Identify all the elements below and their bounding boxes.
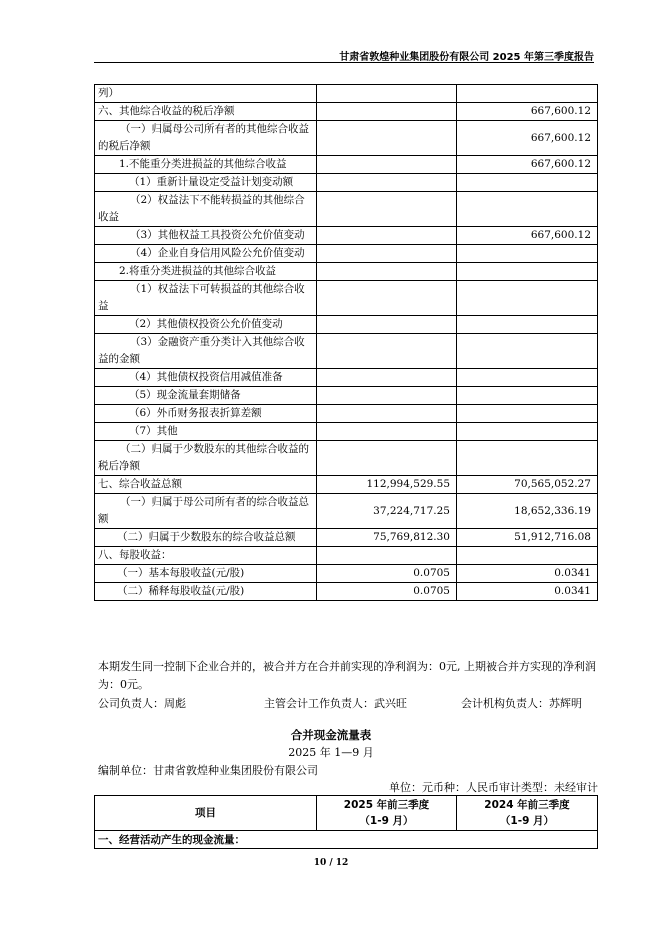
row-label: （一）归属于母公司所有者的综合收益总额 (95, 494, 317, 529)
header-item: 项目 (95, 796, 317, 831)
row-prior-value (457, 316, 598, 334)
row-label: 2.将重分类进损益的其他综合收益 (95, 263, 317, 281)
merger-note: 本期发生同一控制下企业合并的，被合并方在合并前实现的净利润为：0元, 上期被合并方实现的净利润为：0元。 (98, 660, 596, 691)
row-prior-value (457, 263, 598, 281)
row-prior-value: 70,565,052.27 (457, 476, 598, 494)
table-row (95, 565, 598, 583)
row-prior-value: 0.0341 (457, 583, 598, 601)
row-label: （3）其他权益工具投资公允价值变动 (95, 227, 317, 245)
row-label: （2）其他债权投资公允价值变动 (95, 316, 317, 334)
row-label: （二）归属于少数股东的其他综合收益的税后净额 (95, 441, 317, 476)
row-label: 1.不能重分类进损益的其他综合收益 (95, 156, 317, 174)
row-current-value: 112,994,529.55 (317, 476, 457, 494)
cashflow-section-row (95, 831, 598, 849)
row-label: （二）归属于少数股东的综合收益总额 (95, 529, 317, 547)
header-prior-line2: （1-9 月） (499, 815, 555, 827)
table-row (95, 85, 598, 103)
row-prior-value (457, 85, 598, 103)
table-row (95, 529, 598, 547)
row-label: （1）权益法下可转损益的其他综合收益 (95, 281, 317, 316)
row-current-value (317, 192, 457, 227)
row-prior-value (457, 387, 598, 405)
table-row (95, 245, 598, 263)
table-row (95, 547, 598, 565)
row-current-value (317, 174, 457, 192)
table-row (95, 174, 598, 192)
table-row (95, 227, 598, 245)
header-prior-line1: 2024 年前三季度 (484, 799, 570, 811)
row-label: （一）归属母公司所有者的其他综合收益的税后净额 (95, 121, 317, 156)
table-row (95, 192, 598, 227)
row-current-value (317, 441, 457, 476)
accounting-head: 主管会计工作负责人：武兴旺 (264, 697, 407, 710)
row-prior-value: 667,600.12 (457, 156, 598, 174)
row-prior-value (457, 174, 598, 192)
table-row (95, 316, 598, 334)
page-header: 甘肃省敦煌种业集团股份有限公司 2025 年第三季度报告 (339, 52, 594, 63)
row-label: （一）基本每股收益(元/股) (95, 565, 317, 583)
row-current-value (317, 121, 457, 156)
table-row (95, 405, 598, 423)
header-rule (94, 62, 594, 63)
row-prior-value (457, 245, 598, 263)
table-row (95, 334, 598, 369)
row-label: 六、其他综合收益的税后净额 (95, 103, 317, 121)
row-current-value (317, 405, 457, 423)
table-row (95, 387, 598, 405)
company-head: 公司负责人：周彪 (98, 697, 186, 710)
row-prior-value (457, 423, 598, 441)
row-prior-value: 667,600.12 (457, 103, 598, 121)
row-current-value (317, 316, 457, 334)
row-label: （7）其他 (95, 423, 317, 441)
cashflow-title: 合并现金流量表 (290, 728, 372, 742)
row-current-value (317, 245, 457, 263)
table-row (95, 369, 598, 387)
table-row (95, 156, 598, 174)
cashflow-table (94, 795, 598, 849)
income-statement-table (94, 84, 598, 601)
row-label: （4）其他债权投资信用减值准备 (95, 369, 317, 387)
table-row (95, 476, 598, 494)
row-current-value: 0.0705 (317, 565, 457, 583)
row-prior-value: 18,652,336.19 (457, 494, 598, 529)
row-prior-value: 0.0341 (457, 565, 598, 583)
row-current-value (317, 369, 457, 387)
row-current-value: 37,224,717.25 (317, 494, 457, 529)
table-row (95, 121, 598, 156)
row-label: （5）现金流量套期储备 (95, 387, 317, 405)
table-row (95, 441, 598, 476)
row-label: （2）权益法下不能转损益的其他综合收益 (95, 192, 317, 227)
accounting-org-head: 会计机构负责人：苏辉明 (461, 697, 582, 710)
row-label: （3）金融资产重分类计入其他综合收益的金额 (95, 334, 317, 369)
row-current-value (317, 281, 457, 316)
table-row (95, 423, 598, 441)
page-number: 10 / 12 (313, 858, 349, 868)
row-current-value (317, 103, 457, 121)
row-current-value (317, 334, 457, 369)
row-prior-value (457, 334, 598, 369)
row-label: （二）稀释每股收益(元/股) (95, 583, 317, 601)
cashflow-period: 2025 年 1—9 月 (288, 746, 374, 759)
header-prior (457, 796, 598, 831)
row-prior-value (457, 369, 598, 387)
row-label: （6）外币财务报表折算差额 (95, 405, 317, 423)
row-prior-value: 667,600.12 (457, 121, 598, 156)
row-prior-value (457, 547, 598, 565)
row-label: （1）重新计量设定受益计划变动额 (95, 174, 317, 192)
row-current-value (317, 387, 457, 405)
row-current-value: 75,769,812.30 (317, 529, 457, 547)
row-current-value (317, 263, 457, 281)
cashflow-unit: 单位：元币种：人民币审计类型：未经审计 (389, 781, 598, 794)
section-operating: 一、经营活动产生的现金流量： (95, 831, 598, 849)
row-prior-value (457, 192, 598, 227)
row-current-value (317, 85, 457, 103)
table-row (95, 103, 598, 121)
header-current (317, 796, 457, 831)
row-label: （4）企业自身信用风险公允价值变动 (95, 245, 317, 263)
row-prior-value (457, 405, 598, 423)
row-label: 八、每股收益： (95, 547, 317, 565)
row-current-value (317, 547, 457, 565)
row-current-value (317, 156, 457, 174)
row-prior-value: 51,912,716.08 (457, 529, 598, 547)
table-row (95, 583, 598, 601)
cashflow-header-row (95, 796, 598, 831)
table-row (95, 263, 598, 281)
row-current-value (317, 423, 457, 441)
cashflow-compiler: 编制单位：甘肃省敦煌种业集团股份有限公司 (98, 764, 318, 777)
table-row (95, 281, 598, 316)
row-current-value (317, 227, 457, 245)
header-current-line1: 2025 年前三季度 (343, 799, 430, 811)
row-current-value: 0.0705 (317, 583, 457, 601)
header-current-line2: （1-9 月） (359, 815, 414, 827)
row-label: 列） (95, 85, 317, 103)
table-row (95, 494, 598, 529)
row-prior-value (457, 281, 598, 316)
row-prior-value (457, 441, 598, 476)
row-label: 七、综合收益总额 (95, 476, 317, 494)
row-prior-value: 667,600.12 (457, 227, 598, 245)
